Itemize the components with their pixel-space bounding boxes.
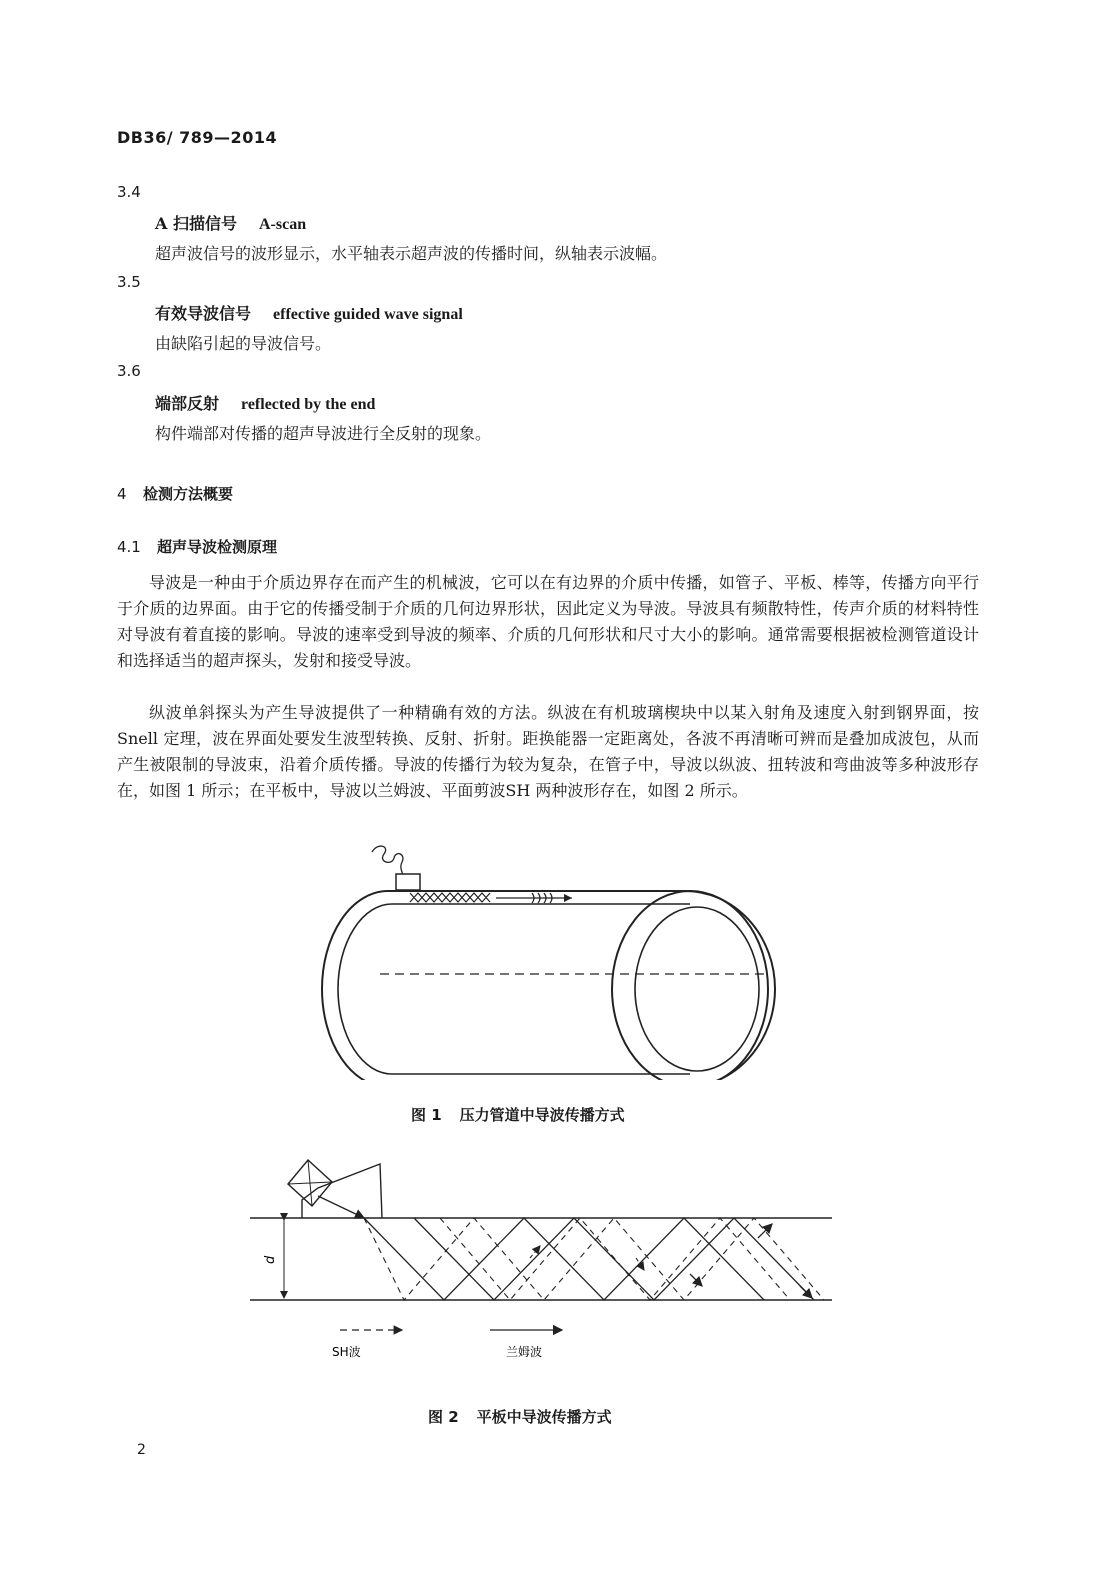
term-zh: 有效导波信号	[155, 304, 252, 323]
term-definition: 超声波信号的波形显示，水平轴表示超声波的传播时间，纵轴表示波幅。	[155, 244, 668, 263]
section-title: 检测方法概要	[143, 485, 234, 503]
pipe-outer	[388, 891, 775, 1080]
body-paragraph: 导波是一种由于介质边界存在而产生的机械波，它可以在有边界的介质中传播，如管子、平板、棒等，传播方向平行于介质的边界面。由于它的传播受制于介质的几何边界形状，因此定义为导波。导波具有频散特性，传声介质的材料特性对导波有着直接的影响。导波的速率受到导波的频率、介质的几何形状和尺寸大小的影响。通常需要根据被检测管道设计和选择适当的超声探头，发射和接受导波。	[117, 573, 979, 670]
term-zh: 端部反射	[155, 394, 220, 413]
subsection-heading	[117, 536, 277, 557]
wave-zigzag	[410, 893, 490, 902]
term-number: 3.6	[117, 362, 141, 380]
thickness-label: d	[263, 1255, 278, 1264]
body-paragraph: 纵波单斜探头为产生导波提供了一种精确有效的方法。纵波在有机玻璃楔块中以某入射角及速度入射到钢界面，按 Snell 定理，波在界面处要发生波型转换、反射、折射。距换能器一定距离处，各波不再清晰可辨而是叠加成波包，从而产生被限制的导波束，沿着介质传播。导波的传播行为较为复杂，在管子中，导波以纵波、扭转波和弯曲波等多种波形存在，如图 1 所示；在平板中，导波以兰姆波、平面剪波SH 两种波形存在，如图 2 所示。	[117, 703, 979, 800]
term-title	[155, 301, 463, 324]
cable-coil	[372, 846, 403, 876]
pipe-end-inner	[635, 907, 759, 1071]
term-definition: 构件端部对传播的超声导波进行全反射的现象。	[155, 424, 492, 443]
term-definition: 由缺陷引起的导波信号。	[155, 334, 332, 353]
probe	[396, 874, 420, 890]
term-en: effective guided wave signal	[273, 306, 463, 323]
document-id: DB36/ 789—2014	[117, 128, 278, 147]
term-en: A-scan	[259, 216, 307, 233]
figure-2-plate-diagram	[240, 1140, 840, 1370]
section-title: 超声导波检测原理	[157, 538, 278, 556]
legend-sh-label: SH波	[332, 1345, 361, 1359]
legend-lamb-label: 兰姆波	[506, 1345, 543, 1359]
figure-caption-text: 平板中导波传播方式	[476, 1408, 612, 1426]
term-title	[155, 211, 306, 234]
incident-ray	[318, 1196, 364, 1218]
term-title	[155, 391, 375, 414]
figure-caption-text: 压力管道中导波传播方式	[459, 1106, 625, 1124]
figure-1-caption	[411, 1104, 625, 1125]
term-number: 3.5	[117, 273, 141, 291]
term-en: reflected by the end	[241, 396, 376, 413]
section-number: 4	[117, 485, 127, 503]
lamb-wave-path	[364, 1218, 764, 1300]
section-number: 4.1	[117, 538, 141, 556]
page-number: 2	[137, 1442, 146, 1458]
figure-label: 图 2	[428, 1408, 459, 1426]
term-zh: A 扫描信号	[155, 214, 237, 233]
term-number: 3.4	[117, 183, 141, 201]
section-heading	[117, 483, 233, 504]
pipe-inner	[392, 904, 690, 1074]
figure-label: 图 1	[411, 1106, 442, 1124]
figure-1-pipe-diagram	[300, 840, 790, 1080]
figure-2-caption	[428, 1406, 612, 1427]
